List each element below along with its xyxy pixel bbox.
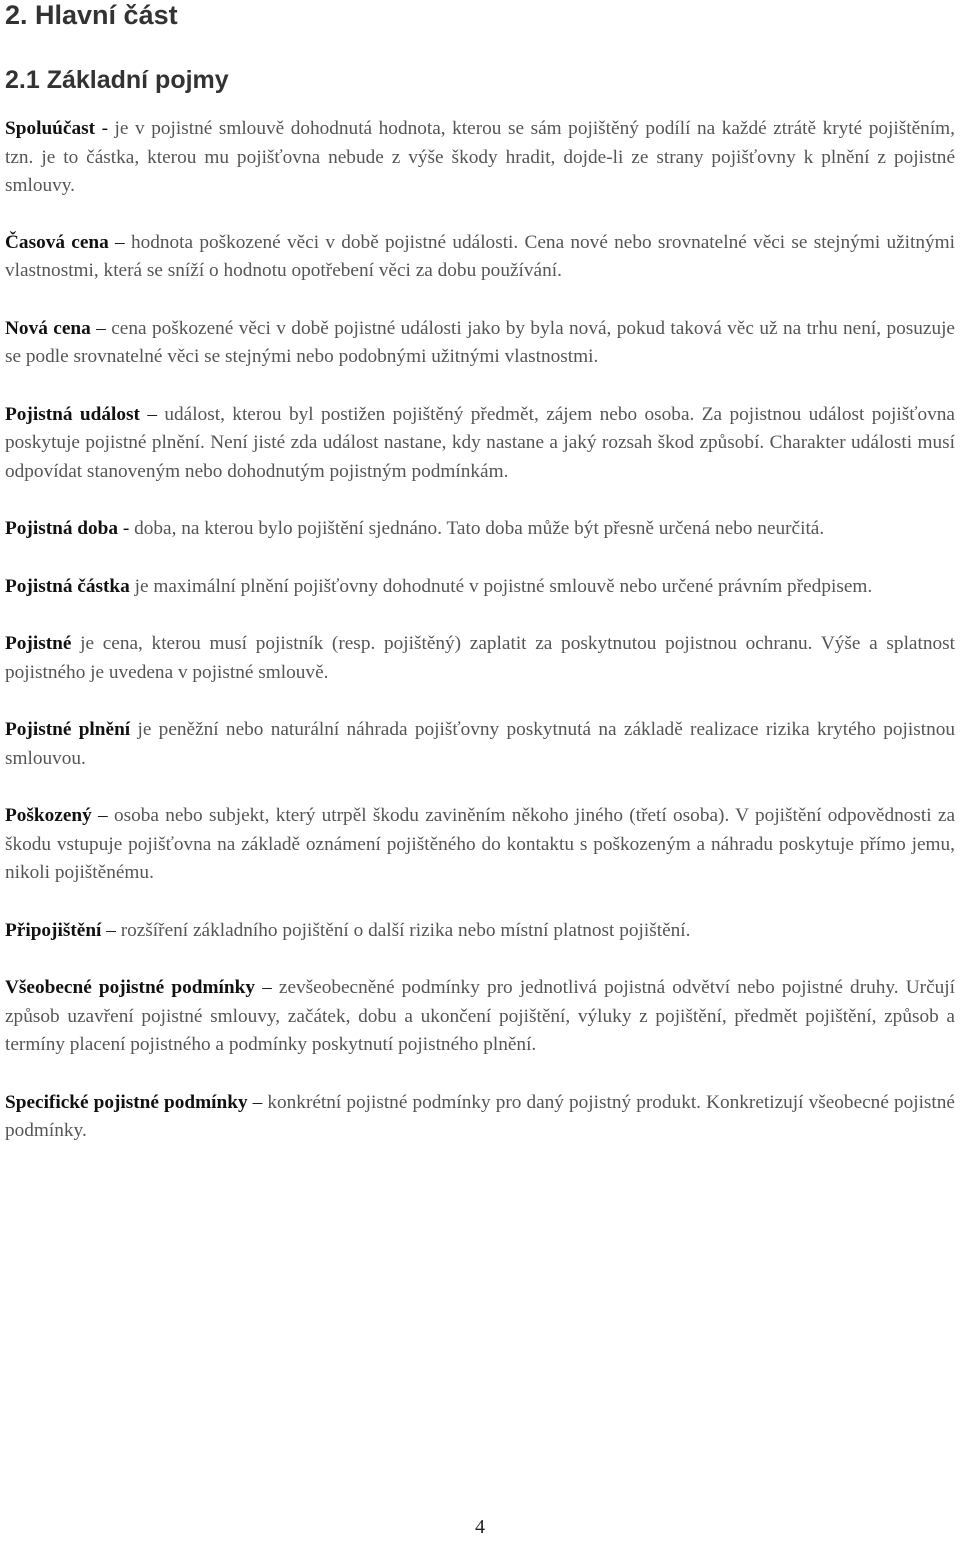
term-spoluucast: [5, 115, 955, 201]
term-separator: –: [108, 231, 131, 253]
term-nova-cena: [5, 315, 955, 372]
term-label: Specifické pojistné podmínky: [5, 1091, 248, 1113]
term-separator: -: [95, 118, 115, 139]
term-label: Pojistná doba: [5, 518, 119, 539]
term-definition: osoba nebo subjekt, který utrpěl škodu zaviněním někoho jiného (třetí osoba). V pojištění odpovědnosti za škodu vstupuje pojišťovna na základě oznámení pojištěného do kontaktu s poškozeným a náhradu poskytuje přímo jemu, nikoli pojištěnému.: [5, 805, 956, 883]
term-label: Pojistné: [5, 633, 72, 654]
term-definition: doba, na kterou bylo pojištění sjednáno. Tato doba může být přesně určená nebo neurčitá.: [134, 518, 825, 539]
term-separator: –: [101, 919, 121, 941]
term-pojistne: [5, 630, 955, 687]
term-label: Pojistné plnění: [5, 719, 131, 740]
term-definition: je v pojistné smlouvě dohodnutá hodnota, kterou se sám pojištěný podílí na každé ztrátě kryté pojištěním, tzn. je to částka, kterou mu pojišťovna nebude z výše škody hradit, dojde-li ze strany pojišťovny k plnění z pojistné smlouvy.: [5, 118, 955, 196]
page-number: 4: [475, 1516, 485, 1538]
term-separator: –: [254, 977, 279, 998]
term-definition: cena poškozené věci v době pojistné události jako by byla nová, pokud taková věc už na trhu není, posuzuje se podle srovnatelné věci se stejnými nebo podobnými užitnými vlastnostmi.: [5, 317, 955, 367]
term-definition: konkrétní pojistné podmínky pro daný pojistný produkt. Konkretizují všeobecné pojistné podmínky.: [5, 1091, 955, 1141]
term-definition: rozšíření základního pojištění o další rizika nebo místní platnost pojištění.: [120, 919, 691, 941]
term-label: Pojistná událost: [5, 403, 140, 425]
term-label: Časová cena: [5, 231, 109, 253]
term-label: Připojištění: [5, 919, 102, 941]
term-pojistna-castka: [5, 573, 955, 602]
term-poskozeny: [5, 802, 955, 888]
term-definition: hodnota poškozené věci v době pojistné události. Cena nové nebo srovnatelné věci se stejnými užitnými vlastnostmi, která se sníží o hodnotu opotřebení věci za dobu používání.: [5, 231, 955, 281]
term-separator: –: [90, 317, 112, 339]
term-label: Spoluúčast: [5, 118, 96, 139]
term-label: Všeobecné pojistné podmínky: [5, 977, 255, 998]
term-definition: událost, kterou byl postižen pojištěný předmět, zájem nebo osoba. Za pojistnou událost pojišťovna poskytuje pojistné plnění. Není jisté zda událost nastane, kdy nastane a jaký rozsah škod způsobí. Charakter události musí odpovídat stanoveným nebo dohodnutým pojistným podmínkám.: [5, 403, 955, 482]
term-pojistna-udalost: [5, 401, 955, 487]
section-heading: 2.1 Základní pojmy: [5, 66, 229, 94]
term-label: Nová cena: [5, 317, 91, 339]
term-vseobecne-podminky: [5, 974, 955, 1060]
term-casova-cena: [5, 229, 955, 286]
term-specificke-podminky: [5, 1089, 955, 1146]
term-label: Poškozený: [5, 805, 92, 826]
term-separator: -: [118, 518, 135, 539]
term-separator: [71, 633, 80, 654]
document-page: [5, 0, 955, 1146]
term-pripojisteni: [5, 917, 955, 946]
term-label: Pojistná částka: [5, 575, 130, 597]
term-definition: zevšeobecněné podmínky pro jednotlivá pojistná odvětví nebo pojistné druhy. Určují způsob uzavření pojistné smlouvy, začátek, dobu a ukončení pojištění, výluky z pojištění, předmět pojištění, způsob a termíny placení pojistného a podmínky poskytnutí pojistného plnění.: [5, 977, 956, 1055]
term-pojistne-plneni: [5, 716, 955, 773]
term-definition: je maximální plnění pojišťovny dohodnuté v pojistné smlouvě nebo určené právním předpisem.: [134, 575, 873, 597]
term-definition: je peněžní nebo naturální náhrada pojišťovny poskytnutá na základě realizace rizika krytého pojistnou smlouvou.: [5, 719, 956, 769]
term-separator: –: [139, 403, 165, 425]
chapter-heading: 2. Hlavní část: [5, 0, 178, 30]
term-separator: –: [247, 1091, 268, 1113]
term-pojistna-doba: [5, 515, 955, 544]
term-definition: je cena, kterou musí pojistník (resp. pojištěný) zaplatit za poskytnutou pojistnou ochranu. Výše a splatnost pojistného je uvedena v pojistné smlouvě.: [5, 633, 955, 683]
term-separator: –: [91, 805, 114, 826]
